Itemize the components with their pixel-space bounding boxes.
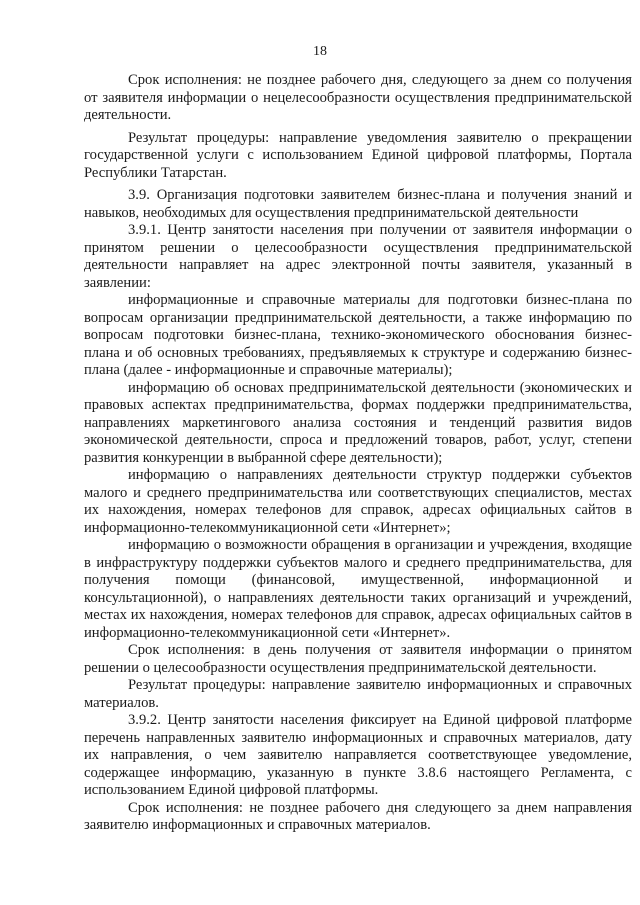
document-body — [84, 72, 632, 840]
paragraph-deadline-3: Срок исполнения: не позднее рабочего дня следующего за днем направления заявителю информационных и справочных материалов. — [84, 799, 632, 833]
paragraph-deadline-2: Срок исполнения: в день получения от заявителя информации о принятом решении о целесообразности осуществления предпринимательской деятельности. — [84, 642, 632, 676]
list-item-materials: информационные и справочные материалы для подготовки бизнес-плана по вопросам организации предпринимательской деятельности, а также информацию по вопросам подготовки бизнес-плана, технико-экономического обоснования бизнес-плана и об основных требованиях, предъявляемых к структуре и содержанию бизнес-плана (далее - информационные и справочные материалы); — [84, 292, 632, 378]
paragraph-section-3-9: 3.9. Организация подготовки заявителем бизнес-плана и получения знаний и навыков, необходимых для осуществления предпринимательской деятельности — [84, 187, 632, 221]
paragraph-deadline-1: Срок исполнения: не позднее рабочего дня, следующего за днем со получения от заявителя информации о нецелесообразности осуществления предпринимательской деятельности. — [84, 72, 632, 123]
page-number: 18 — [313, 44, 327, 59]
list-item-support-structures: информацию о направлениях деятельности структур поддержки субъектов малого и среднего предпринимательства или соответствующих специалистов, местах их нахождения, номерах телефонов для справок, адресах официальных сайтов в информационно-телекоммуникационной сети «Интернет»; — [84, 467, 632, 536]
paragraph-result-2: Результат процедуры: направление заявителю информационных и справочных материалов. — [84, 677, 632, 711]
paragraph-section-3-9-1: 3.9.1. Центр занятости населения при получении от заявителя информации о принятом решении о целесообразности осуществления предпринимательской деятельности направляет на адрес электронной почты заявителя, указанный в заявлении: — [84, 222, 632, 291]
paragraph-result-1: Результат процедуры: направление уведомления заявителю о прекращении государственной услуги с использованием Единой цифровой платформы, Портала Республики Татарстан. — [84, 129, 632, 181]
paragraph-section-3-9-2: 3.9.2. Центр занятости населения фиксирует на Единой цифровой платформе перечень направленных заявителю информационных и справочных материалов, дату их направления, о чем заявителю направляется соответствующее уведомление, содержащее информацию, указанную в пункте 3.8.6 настоящего Регламента, с использованием Единой цифровой платформы. — [84, 712, 632, 798]
list-item-basics: информацию об основах предпринимательской деятельности (экономических и правовых аспектах предпринимательства, формах поддержки предпринимательства, направлениях маркетингового анализа состояния и тенденций развития видов экономической деятельности, спроса и предложений товаров, работ, услуг, степени развития конкуренции в выбранной сфере деятельности); — [84, 379, 632, 466]
list-item-infrastructure: информацию о возможности обращения в организации и учреждения, входящие в инфраструктуру поддержки субъектов малого и среднего предпринимательства, для получения помощи (финансовой, имущественной, информационной и консультационной), о направлениях деятельности таких организаций и учреждений, местах их нахождения, номерах телефонов для справок, адресах официальных сайтов в информационно-телекоммуникационной сети «Интернет». — [84, 537, 632, 641]
